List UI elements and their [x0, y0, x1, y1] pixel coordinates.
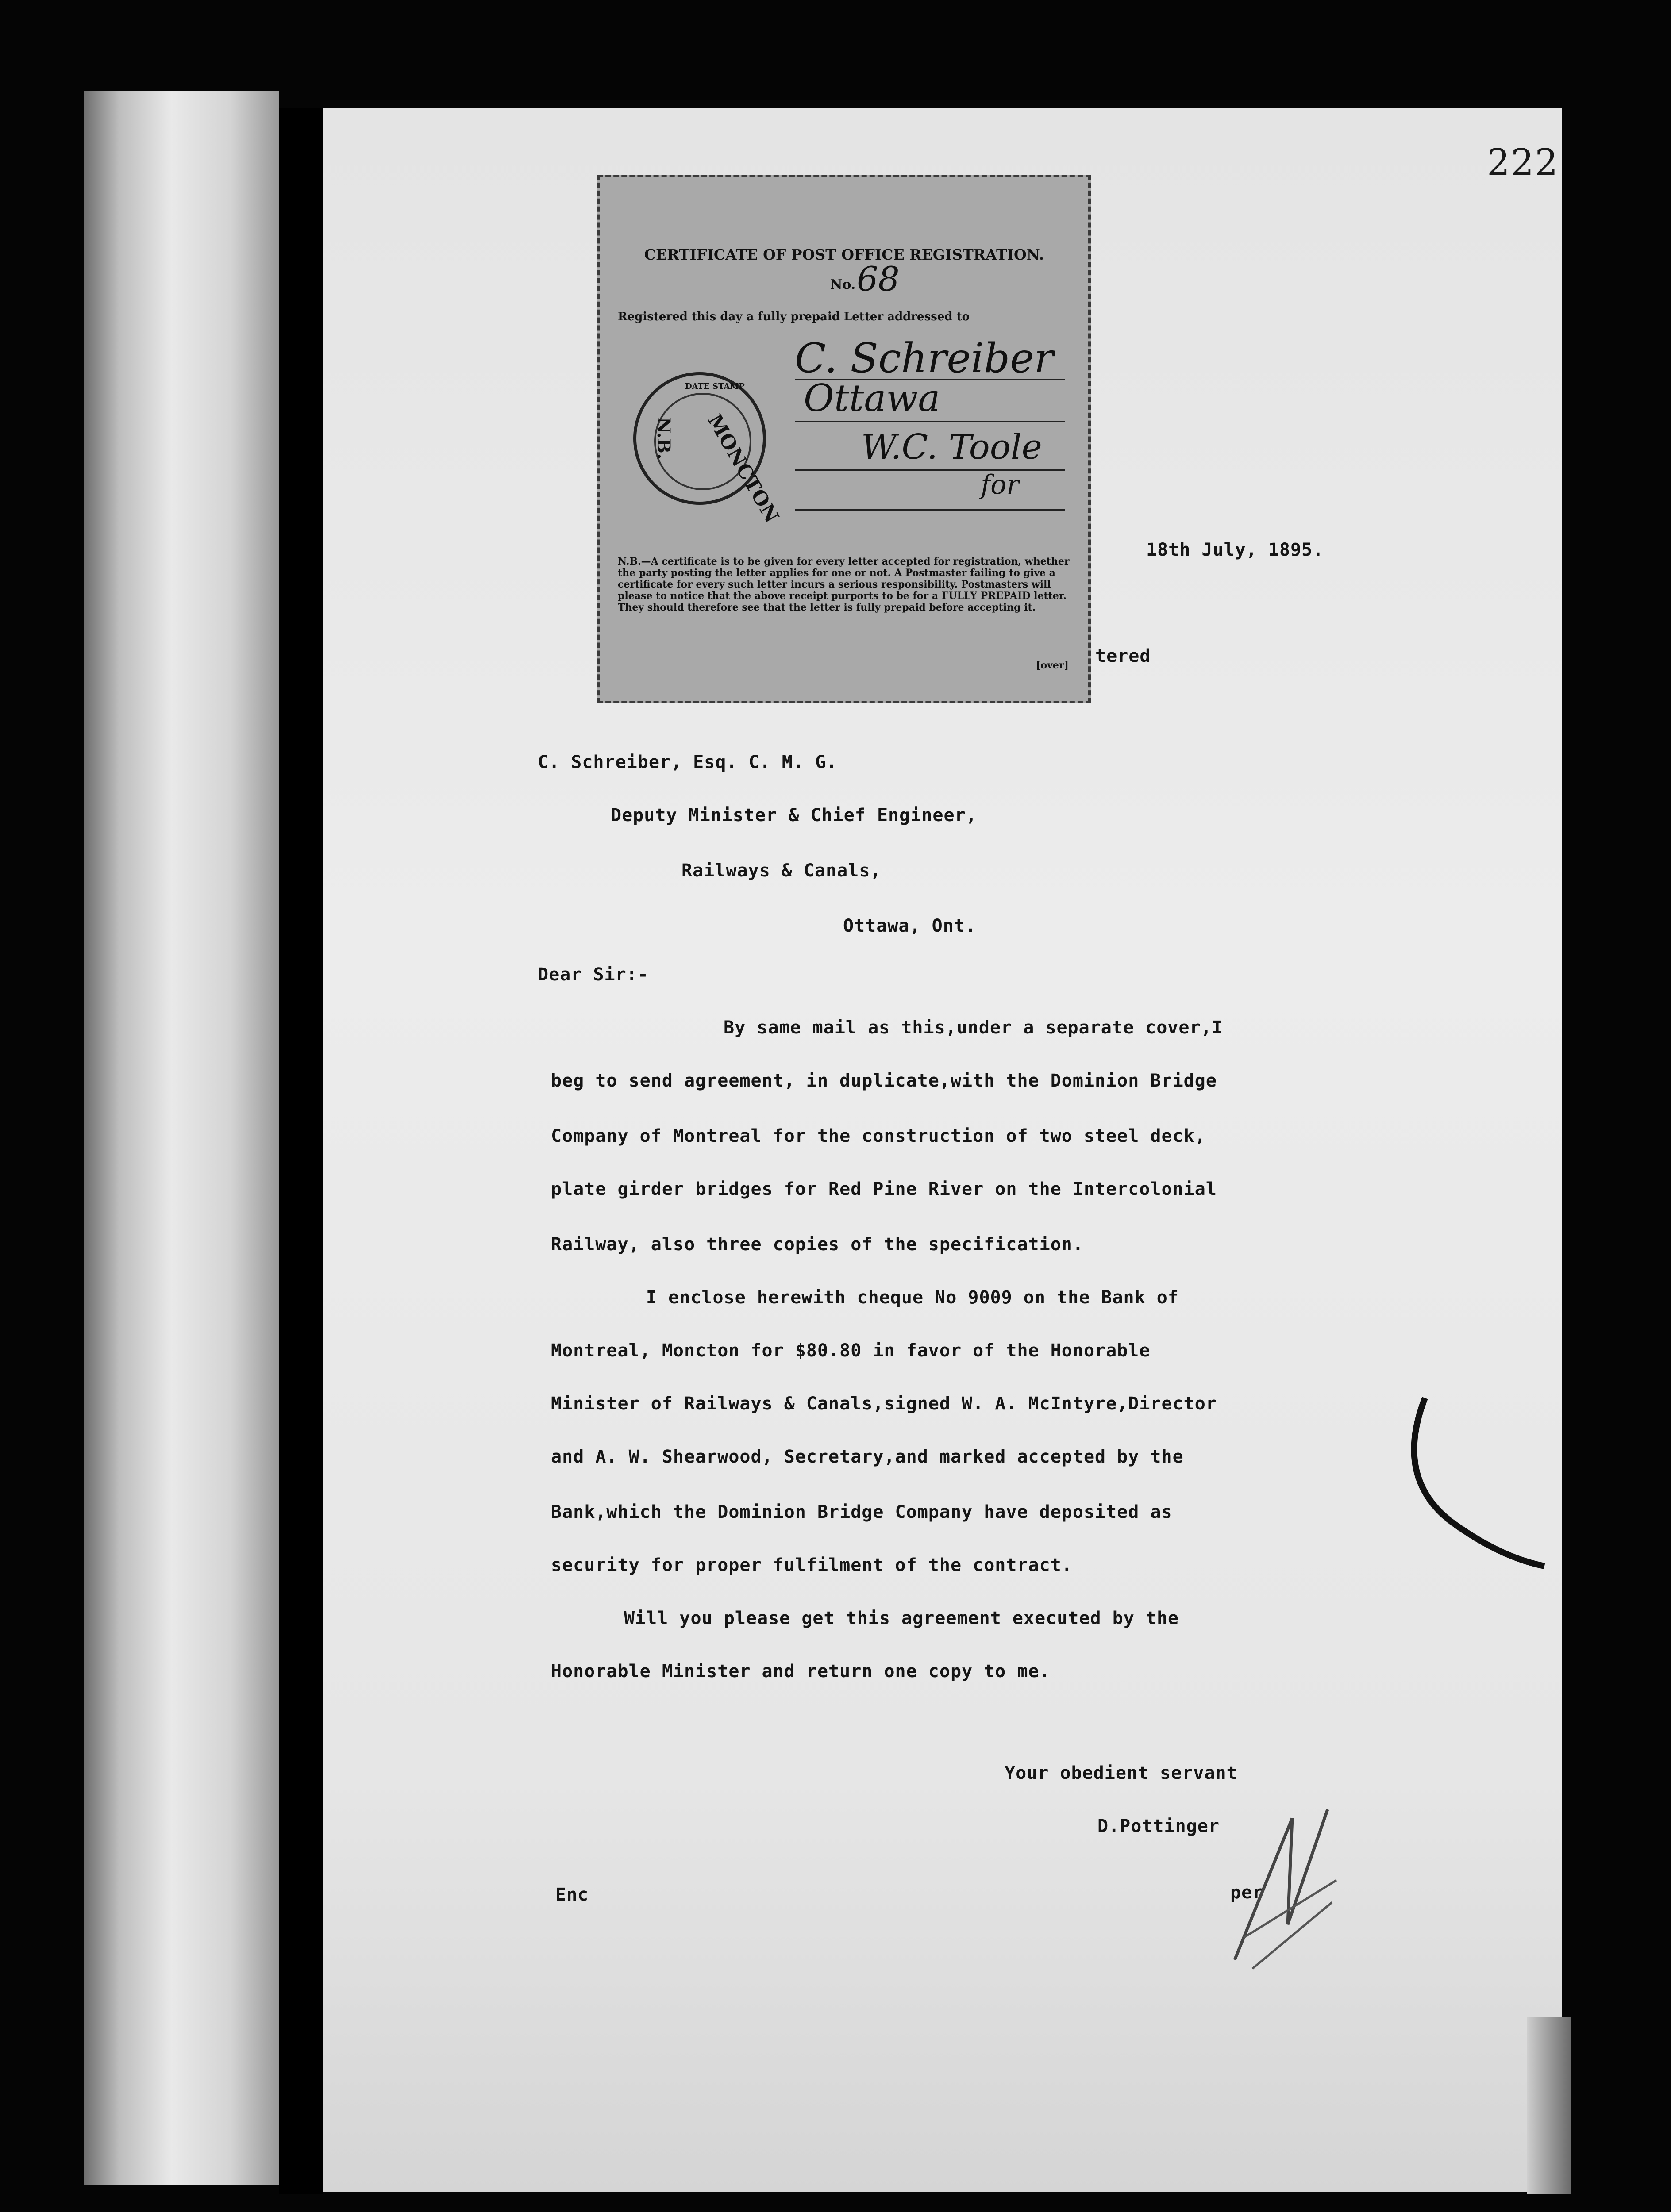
body-line: Minister of Railways & Canals,signed W. A. McIntyre,Director: [551, 1394, 1217, 1414]
body-line: By same mail as this,under a separate cover,I: [724, 1018, 1223, 1038]
body-line: Honorable Minister and return one copy to me.: [551, 1661, 1051, 1682]
signature-name: D.Pottinger: [1097, 1816, 1220, 1836]
postmark-town: MONCTON: [703, 411, 783, 527]
closing: Your obedient servant: [1005, 1763, 1238, 1783]
registration-certificate: [597, 175, 1091, 703]
recipient-name: C. Schreiber, Esq. C. M. G.: [538, 752, 838, 772]
recipient-department: Railways & Canals,: [681, 860, 882, 881]
body-line: Company of Montreal for the construction of two steel deck,: [551, 1126, 1206, 1146]
salutation: Dear Sir:-: [538, 964, 649, 985]
certificate-for: for: [981, 469, 1020, 500]
body-line: Montreal, Moncton for $80.80 in favor of the Honorable: [551, 1340, 1151, 1361]
certificate-number-label: No.: [830, 277, 856, 292]
handwritten-initials: [1226, 1792, 1341, 1978]
folded-page-edge: [84, 91, 279, 2185]
page-corner-shadow: [1527, 2017, 1571, 2194]
page-gutter: [279, 108, 323, 2194]
body-line: plate girder bridges for Red Pine River on the Intercolonial: [551, 1179, 1217, 1199]
per-note: per: [1230, 1882, 1264, 1903]
body-line: security for proper fulfilment of the contract.: [551, 1555, 1073, 1575]
body-line: Bank,which the Dominion Bridge Company have deposited as: [551, 1502, 1173, 1522]
certificate-note: N.B.—A certificate is to be given for every letter accepted for registration, whether the party posting the letter applies for one or not. A Postmaster failing to give a certificate for every such letter incurs a serious responsibility. Postmasters will please to notice that the above receipt purports to be for a FULLY PREPAID letter. They should therefore see that the letter is fully prepaid before accepting it.: [618, 556, 1070, 613]
certificate-number: 68: [857, 259, 900, 299]
certificate-postmaster: W.C. Toole: [861, 427, 1042, 467]
certificate-title: CERTIFICATE OF POST OFFICE REGISTRATION.: [644, 246, 1044, 263]
postmark-stamp: [633, 372, 783, 527]
enclosure-note: Enc: [555, 1885, 589, 1905]
recipient-city: Ottawa, Ont.: [843, 916, 976, 936]
body-line: I enclose herewith cheque No 9009 on the Bank of: [646, 1287, 1179, 1308]
letter-date: 18th July, 1895.: [1146, 540, 1324, 560]
postmark-province: N.B.: [653, 417, 674, 460]
address-line-rule: [795, 421, 1065, 422]
certificate-address-city: Ottawa: [804, 376, 940, 420]
address-line-rule: [795, 469, 1065, 471]
postmark-label: DATE STAMP: [685, 382, 745, 391]
certificate-address-name: C. Schreiber: [795, 334, 1054, 382]
certificate-over: [over]: [1036, 660, 1069, 671]
body-line: Will you please get this agreement executed by the: [624, 1608, 1179, 1628]
body-line: and A. W. Shearwood, Secretary,and marked accepted by the: [551, 1447, 1184, 1467]
registered-note: tered: [1095, 646, 1151, 666]
page-number: 222: [1487, 142, 1559, 184]
recipient-title: Deputy Minister & Chief Engineer,: [611, 805, 977, 826]
margin-bracket-mark: [1398, 1389, 1584, 1575]
certificate-registered-text: Registered this day a fully prepaid Letter addressed to: [618, 310, 970, 323]
body-line: beg to send agreement, in duplicate,with the Dominion Bridge: [551, 1071, 1217, 1091]
body-line: Railway, also three copies of the specification.: [551, 1234, 1084, 1255]
address-line-rule: [795, 509, 1065, 511]
